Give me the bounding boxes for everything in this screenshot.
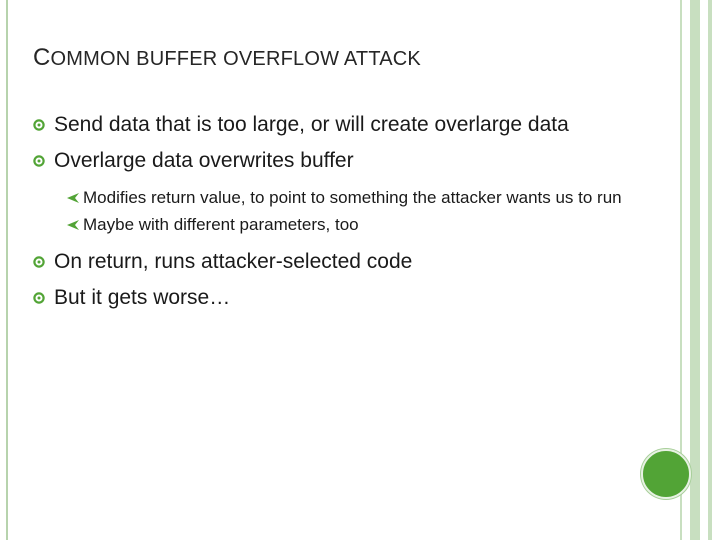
slide-title: [33, 44, 421, 72]
frame-right-edge-band: [708, 0, 712, 540]
gear-icon: [33, 119, 45, 131]
bullet-item: [33, 247, 643, 276]
frame-left-line: [6, 0, 8, 540]
sub-bullet-text: Modifies return value, to point to something the attacker wants us to run: [83, 188, 622, 207]
decorative-green-circle: [641, 449, 691, 499]
bullet-text: But it gets worse…: [54, 286, 231, 309]
bullet-text: Send data that is too large, or will create overlarge data: [54, 113, 569, 136]
gear-icon: [33, 155, 45, 167]
gear-icon: [33, 292, 45, 304]
title-first-letter: C: [33, 44, 51, 71]
sub-bullet-item: [33, 184, 643, 211]
bullet-text: On return, runs attacker-selected code: [54, 250, 413, 273]
title-rest: OMMON BUFFER OVERFLOW ATTACK: [50, 48, 421, 70]
cursor-icon: [67, 193, 79, 203]
bullet-item: [33, 110, 643, 139]
bullet-item: [33, 283, 643, 312]
bullet-item: [33, 146, 643, 175]
bullet-text: Overlarge data overwrites buffer: [54, 149, 354, 172]
frame-right-wide-band: [690, 0, 700, 540]
gear-icon: [33, 256, 45, 268]
cursor-icon: [67, 220, 79, 230]
sub-bullet-text: Maybe with different parameters, too: [83, 215, 359, 234]
sub-bullet-item: [33, 211, 643, 238]
bullet-list: [33, 110, 643, 312]
